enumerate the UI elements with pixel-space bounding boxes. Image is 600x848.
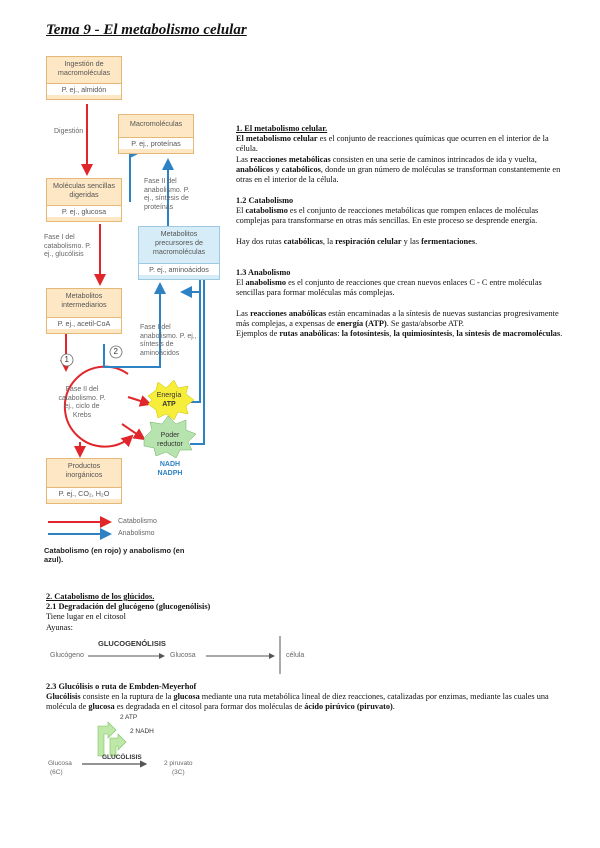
legend-catabolismo: Catabolismo — [118, 518, 157, 525]
heading-1-3: 1.3 Anabolismo — [236, 268, 291, 277]
section-glucolisis: 2.3 Glucólisis o ruta de Embden-Meyerhof Glucólisis consiste en la ruptura de la glucosa mediante una ruta metabólica lineal de diez reacciones, catalizadas por enzimas, mediante las cuales una molécula de glucosa es degradada en el citosol para formar dos moléculas de ácido pirúvico (piruvato). — [46, 682, 549, 712]
label-glucolisis: GLUCÓLISIS — [102, 754, 142, 761]
step-1: 1 — [64, 355, 69, 364]
label-poder-reductor: Poder reductor — [157, 432, 183, 448]
box-macromoleculas: Macromoléculas P. ej., proteínas — [118, 114, 194, 154]
label-digestion: Digestión — [54, 128, 84, 135]
legend-anabolismo: Anabolismo — [118, 530, 155, 537]
label-3c: (3C) — [172, 769, 185, 776]
label-fase1-anabolismo: Fase I del anabolismo. P. ej., síntesis de aminoácidos — [140, 324, 197, 357]
page-title: Tema 9 - El metabolismo celular — [46, 22, 247, 38]
step-2: 2 — [113, 347, 118, 356]
label-energia: Energía — [156, 392, 182, 399]
label-2nadh: 2 NADH — [130, 728, 154, 735]
metabolism-diagram — [40, 52, 220, 572]
label-glucogeno: Glucógeno — [50, 652, 84, 659]
label-nadh: NADH — [159, 461, 181, 468]
label-6c: (6C) — [50, 769, 63, 776]
section-catabolismo: 1.2 Catabolismo El catabolismo es el conjunto de reacciones metabólicas que rompen enlaces de moléculas complejas para transformarse en otras más sencillas. En este proceso se desprende energía. Hay dos rutas catabólicas, la respiración celular y las fermentaciones. — [236, 196, 539, 246]
glucogenolysis-diagram — [46, 634, 346, 674]
box-productos: Productos inorgánicos P. ej., CO₂, H₂O — [46, 458, 122, 504]
label-celula: célula — [286, 652, 305, 659]
label-fase2-anabolismo: Fase II del anabolismo. P. ej., síntesis de proteínas — [144, 178, 190, 211]
section-anabolismo: 1.3 Anabolismo El anabolismo es el conjunto de reacciones que crean nuevos enlaces C - C entre moléculas sencillas para formar moléculas más complejas. Las reacciones anabólicas están encaminadas a la síntesis de nuevas sustancias progresivamente más complejas, a expensas de energía (ATP). Se gasta/absorbe ATP. Ejemplos de rutas anabólicas: la fotosíntesis, la quimiosíntesis, la síntesis de macromoléculas. — [236, 268, 563, 339]
box-ingestion: Ingestión de macromoléculas P. ej., almidón — [46, 56, 122, 100]
heading-2: 2. Catabolismo de los glúcidos. — [46, 592, 155, 601]
heading-1-2: 1.2 Catabolismo — [236, 196, 294, 205]
label-glucogenolisis: GLUCOGENÓLISIS — [98, 639, 166, 648]
heading-1: 1. El metabolismo celular. — [236, 124, 328, 133]
box-intermediarios: Metabolitos intermediarios P. ej., acetil-CoA — [46, 288, 122, 334]
section-metabolismo: 1. El metabolismo celular. El metabolismo celular es el conjunto de reacciones químicas que ocurren en el interior de la célula. Las reacciones metabólicas consisten en una serie de caminos intrincados de ida y vuelta, anabólicos y catabólicos, donde un gran número de moléculas se transforman constantemente en otras en el interior de la célula. — [236, 124, 561, 185]
box-precursores: Metabolitos precursores de macromoléculas P. ej., aminoácidos — [138, 226, 220, 280]
heading-2-3: 2.3 Glucólisis o ruta de Embden-Meyerhof — [46, 682, 197, 691]
label-fase1-catabolismo: Fase I del catabolismo. P. ej., glucólisis — [44, 234, 91, 258]
label-glucosa-6c: Glucosa — [48, 760, 72, 767]
section-catabolismo-glucidos: 2. Catabolismo de los glúcidos. 2.1 Degradación del glucógeno (glucogenólisis) Tiene lugar en el citosol Ayunas: — [46, 592, 211, 632]
diagram-caption: Catabolismo (en rojo) y anabolismo (en azul). — [44, 546, 185, 564]
label-2atp: 2 ATP — [120, 714, 138, 721]
label-fase2-catabolismo: Fase II del catabolismo. P. ej., ciclo de Krebs — [58, 386, 106, 419]
label-piruvato: 2 piruvato — [164, 760, 193, 767]
label-glucosa: Glucosa — [170, 652, 196, 659]
heading-2-1: 2.1 Degradación del glucógeno (glucogenólisis) — [46, 602, 211, 612]
label-atp: ATP — [162, 401, 176, 408]
label-nadph: NADPH — [157, 470, 183, 477]
box-moleculas-sencillas: Moléculas sencillas digeridas P. ej., glucosa — [46, 178, 122, 222]
glycolysis-diagram — [46, 712, 246, 782]
